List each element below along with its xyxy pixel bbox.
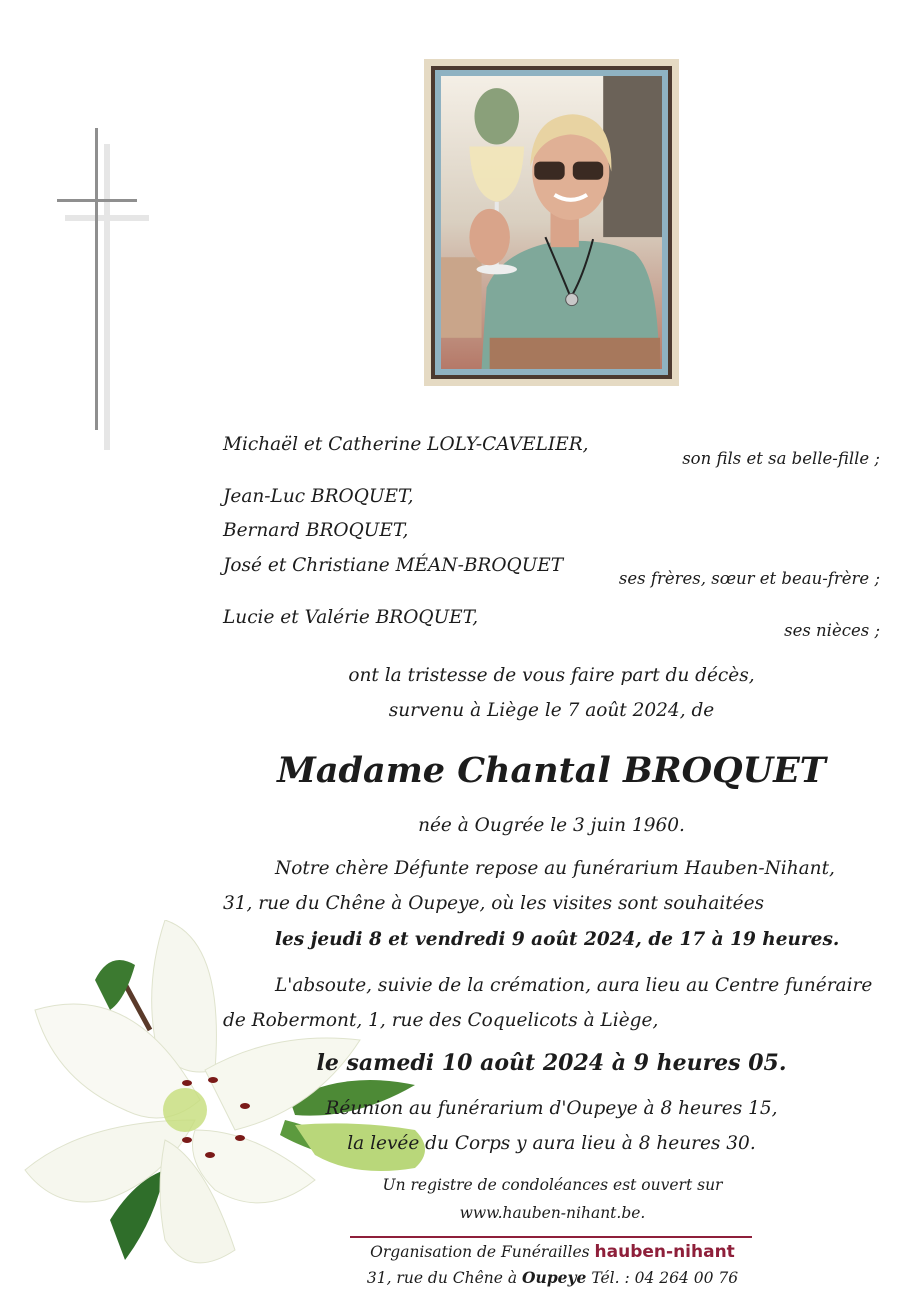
visits-line: Notre chère Défunte repose au funérarium Hauben-Nihant, <box>275 858 835 879</box>
visits-line: 31, rue du Chêne à Oupeye, où les visites sont souhaitées <box>223 893 765 914</box>
portrait-frame <box>424 59 679 386</box>
family-name: Michaël et Catherine LOLY-CAVELIER, <box>223 434 589 455</box>
deceased-name: Madame Chantal BROQUET <box>277 750 826 791</box>
family-name: Lucie et Valérie BROQUET, <box>223 607 479 628</box>
ceremony-line: L'absoute, suivie de la crémation, aura lieu au Centre funéraire <box>275 975 873 996</box>
family-name: Jean-Luc BROQUET, <box>223 486 414 507</box>
meeting-info: Réunion au funérarium d'Oupeye à 8 heures 15, <box>325 1098 778 1119</box>
ceremony-line: de Robermont, 1, rue des Coquelicots à Liège, <box>223 1010 659 1031</box>
brand-logo: hauben-nihant <box>594 1242 735 1262</box>
footer-address: 31, rue du Chêne à Oupeye Tél. : 04 264 00 76 <box>366 1268 739 1287</box>
cross-shadow <box>65 215 149 221</box>
condolences-website[interactable]: www.hauben-nihant.be. <box>459 1204 646 1222</box>
family-name: Bernard BROQUET, <box>223 520 409 541</box>
announcement-line: ont la tristesse de vous faire part du décès, <box>348 665 755 686</box>
family-relation: son fils et sa belle-fille ; <box>682 449 880 468</box>
footer-divider <box>350 1236 752 1238</box>
birth-info: née à Ougrée le 3 juin 1960. <box>418 815 685 836</box>
portrait-photo <box>441 76 662 369</box>
condolences-text: Un registre de condoléances est ouvert sur <box>382 1176 723 1194</box>
footer-phone: Tél. : 04 264 00 76 <box>591 1269 739 1287</box>
cross-shadow <box>104 144 110 450</box>
visits-dates: les jeudi 8 et vendredi 9 août 2024, de 17 à 19 heures. <box>275 929 840 950</box>
ceremony-date: le samedi 10 août 2024 à 9 heures 05. <box>316 1050 787 1076</box>
cross-icon <box>57 199 137 202</box>
family-relation: ses nièces ; <box>784 621 880 640</box>
family-name: José et Christiane MÉAN-BROQUET <box>223 555 564 576</box>
family-relation: ses frères, sœur et beau-frère ; <box>618 569 880 588</box>
footer-organisation: Organisation de Funérailles hauben-nihant <box>370 1242 735 1262</box>
cross-icon <box>95 128 98 430</box>
departure-info: la levée du Corps y aura lieu à 8 heures 30. <box>347 1133 756 1154</box>
announcement-line: survenu à Liège le 7 août 2024, de <box>388 700 715 721</box>
